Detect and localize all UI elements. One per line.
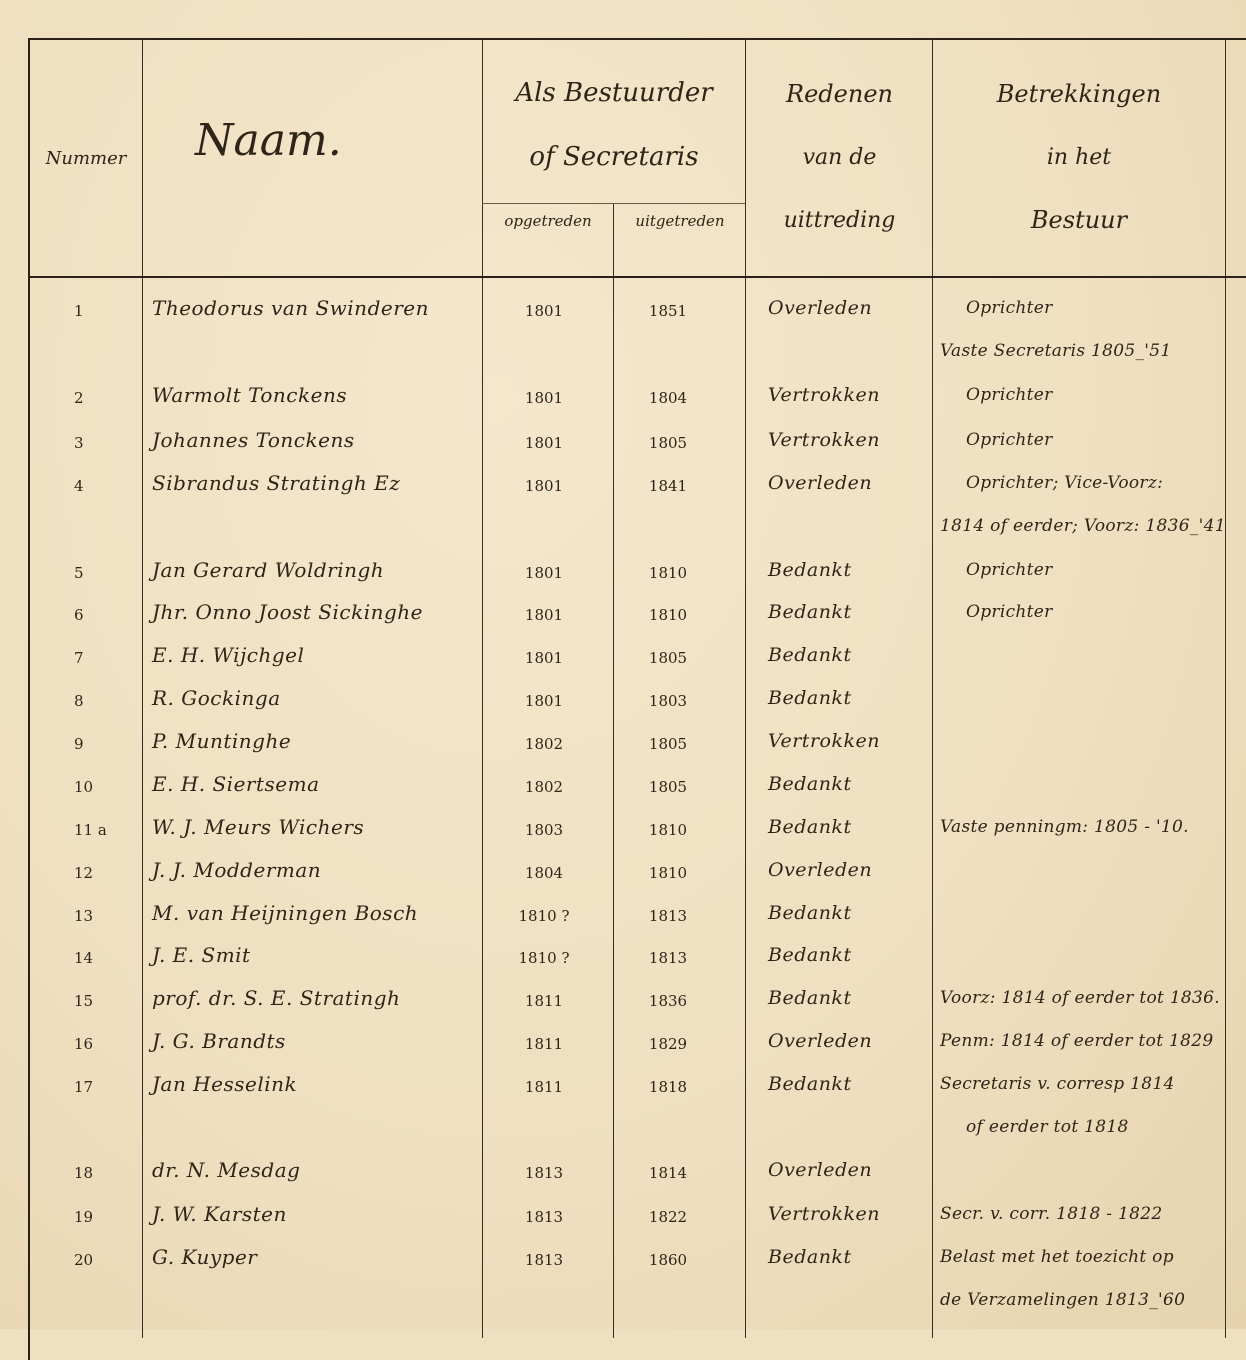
row-left-year: 1836 (648, 992, 688, 1010)
row-number: 1 (74, 302, 84, 320)
row-joined-year: 1801 (524, 649, 564, 667)
row-reason: Bedankt (768, 902, 852, 924)
row-name: J. W. Karsten (152, 1202, 287, 1226)
row-joined-year: 1811 (524, 992, 564, 1010)
row-relation: Oprichter (966, 430, 1053, 450)
row-name: Sibrandus Stratingh Ez (152, 471, 401, 495)
subheader-rule (482, 203, 745, 204)
row-reason: Bedankt (768, 687, 852, 709)
row-joined-year: 1810 ? (518, 949, 570, 967)
row-joined-year: 1813 (524, 1251, 564, 1269)
row-name: Theodorus van Swinderen (152, 296, 429, 320)
row-relation: de Verzamelingen 1813_'60 (940, 1290, 1186, 1310)
row-number: 13 (74, 907, 94, 925)
row-number: 7 (74, 649, 84, 667)
row-reason: Bedankt (768, 1073, 852, 1095)
row-number: 5 (74, 564, 84, 582)
row-reason: Bedankt (768, 559, 852, 581)
row-number: 15 (74, 992, 94, 1010)
column-divider (745, 38, 746, 1338)
row-name: Warmolt Tonckens (152, 383, 348, 407)
row-left-year: 1810 (648, 821, 688, 839)
header-reason-line1: Redenen (786, 80, 893, 108)
row-left-year: 1805 (648, 735, 688, 753)
row-reason: Vertrokken (768, 1203, 880, 1225)
row-left-year: 1860 (648, 1251, 688, 1269)
row-reason: Bedankt (768, 944, 852, 966)
row-left-year: 1822 (648, 1208, 688, 1226)
row-name: R. Gockinga (152, 686, 281, 710)
row-joined-year: 1801 (524, 389, 564, 407)
row-number: 2 (74, 389, 84, 407)
row-left-year: 1805 (648, 778, 688, 796)
row-relation: Vaste Secretaris 1805_'51 (940, 341, 1172, 361)
row-relation: Oprichter; Vice-Voorz: (966, 473, 1164, 493)
row-left-year: 1805 (648, 649, 688, 667)
row-number: 12 (74, 864, 94, 882)
row-relation: Secretaris v. corresp 1814 (940, 1074, 1175, 1094)
row-joined-year: 1802 (524, 735, 564, 753)
row-number: 8 (74, 692, 84, 710)
row-number: 19 (74, 1208, 94, 1226)
row-reason: Overleden (768, 1159, 873, 1181)
row-relation: of eerder tot 1818 (966, 1117, 1129, 1137)
row-reason: Bedankt (768, 601, 852, 623)
row-relation: 1814 of eerder; Voorz: 1836_'41 (940, 516, 1226, 536)
header-reason-line2: van de (802, 145, 877, 170)
header-role-line1: Als Bestuurder (515, 78, 713, 108)
row-name: Jhr. Onno Joost Sickinghe (152, 600, 424, 624)
row-number: 17 (74, 1078, 94, 1096)
row-relation: Oprichter (966, 560, 1053, 580)
row-joined-year: 1813 (524, 1164, 564, 1182)
row-number: 4 (74, 477, 84, 495)
column-divider (613, 203, 614, 1338)
row-name: J. J. Modderman (152, 858, 322, 882)
row-reason: Vertrokken (768, 429, 880, 451)
row-joined-year: 1801 (524, 564, 564, 582)
row-number: 16 (74, 1035, 94, 1053)
row-name: Jan Hesselink (152, 1072, 298, 1096)
row-joined-year: 1810 ? (518, 907, 570, 925)
row-left-year: 1851 (648, 302, 688, 320)
row-joined-year: 1801 (524, 692, 564, 710)
row-left-year: 1810 (648, 564, 688, 582)
row-relation: Voorz: 1814 of eerder tot 1836. (940, 988, 1220, 1008)
header-number: Nummer (45, 148, 127, 169)
header-reason-line3: uittreding (783, 208, 896, 233)
row-reason: Overleden (768, 297, 873, 319)
header-relations-line1: Betrekkingen (996, 80, 1162, 108)
row-left-year: 1804 (648, 389, 688, 407)
row-left-year: 1829 (648, 1035, 688, 1053)
row-reason: Bedankt (768, 987, 852, 1009)
row-name: P. Muntinghe (152, 729, 292, 753)
row-reason: Vertrokken (768, 730, 880, 752)
row-reason: Overleden (768, 472, 873, 494)
row-left-year: 1803 (648, 692, 688, 710)
header-relations-line3: Bestuur (1030, 206, 1128, 234)
row-relation: Belast met het toezicht op (940, 1247, 1174, 1267)
row-reason: Bedankt (768, 773, 852, 795)
row-name: W. J. Meurs Wichers (152, 815, 365, 839)
header-role-line2: of Secretaris (529, 142, 699, 172)
row-reason: Overleden (768, 1030, 873, 1052)
row-relation: Penm: 1814 of eerder tot 1829 (940, 1031, 1214, 1051)
row-relation: Oprichter (966, 602, 1053, 622)
row-number: 3 (74, 434, 84, 452)
row-joined-year: 1801 (524, 477, 564, 495)
row-reason: Bedankt (768, 816, 852, 838)
row-name: prof. dr. S. E. Stratingh (152, 986, 401, 1010)
row-reason: Vertrokken (768, 384, 880, 406)
row-name: Johannes Tonckens (152, 428, 355, 452)
header-rule (28, 276, 1246, 278)
row-left-year: 1813 (648, 949, 688, 967)
column-divider (142, 38, 143, 1338)
row-relation: Vaste penningm: 1805 - '10. (940, 817, 1189, 837)
row-left-year: 1841 (648, 477, 688, 495)
row-left-year: 1810 (648, 864, 688, 882)
row-number: 11 a (74, 821, 107, 839)
header-relations-line2: in het (1046, 145, 1112, 170)
row-joined-year: 1801 (524, 434, 564, 452)
row-name: G. Kuyper (152, 1245, 258, 1269)
row-reason: Overleden (768, 859, 873, 881)
row-left-year: 1810 (648, 606, 688, 624)
header-name: Naam. (195, 115, 342, 166)
row-reason: Bedankt (768, 1246, 852, 1268)
row-joined-year: 1802 (524, 778, 564, 796)
row-joined-year: 1813 (524, 1208, 564, 1226)
row-left-year: 1814 (648, 1164, 688, 1182)
row-joined-year: 1804 (524, 864, 564, 882)
row-number: 18 (74, 1164, 94, 1182)
row-name: Jan Gerard Woldringh (152, 558, 385, 582)
row-name: J. G. Brandts (152, 1029, 286, 1053)
row-reason: Bedankt (768, 644, 852, 666)
row-name: dr. N. Mesdag (152, 1158, 301, 1182)
row-joined-year: 1811 (524, 1078, 564, 1096)
column-divider (1225, 38, 1226, 1338)
row-joined-year: 1803 (524, 821, 564, 839)
row-left-year: 1805 (648, 434, 688, 452)
column-divider (932, 38, 933, 1338)
row-name: E. H. Wijchgel (152, 643, 305, 667)
row-name: J. E. Smit (152, 943, 251, 967)
column-divider (482, 38, 483, 1338)
row-number: 14 (74, 949, 94, 967)
header-left: uitgetreden (635, 212, 725, 230)
row-number: 10 (74, 778, 94, 796)
row-number: 20 (74, 1251, 94, 1269)
row-joined-year: 1811 (524, 1035, 564, 1053)
row-number: 9 (74, 735, 84, 753)
row-joined-year: 1801 (524, 302, 564, 320)
row-name: M. van Heijningen Bosch (152, 901, 419, 925)
row-left-year: 1818 (648, 1078, 688, 1096)
header-joined: opgetreden (504, 212, 592, 230)
row-relation: Secr. v. corr. 1818 - 1822 (940, 1204, 1163, 1224)
row-left-year: 1813 (648, 907, 688, 925)
row-relation: Oprichter (966, 298, 1053, 318)
row-joined-year: 1801 (524, 606, 564, 624)
row-number: 6 (74, 606, 84, 624)
row-name: E. H. Siertsema (152, 772, 320, 796)
row-relation: Oprichter (966, 385, 1053, 405)
